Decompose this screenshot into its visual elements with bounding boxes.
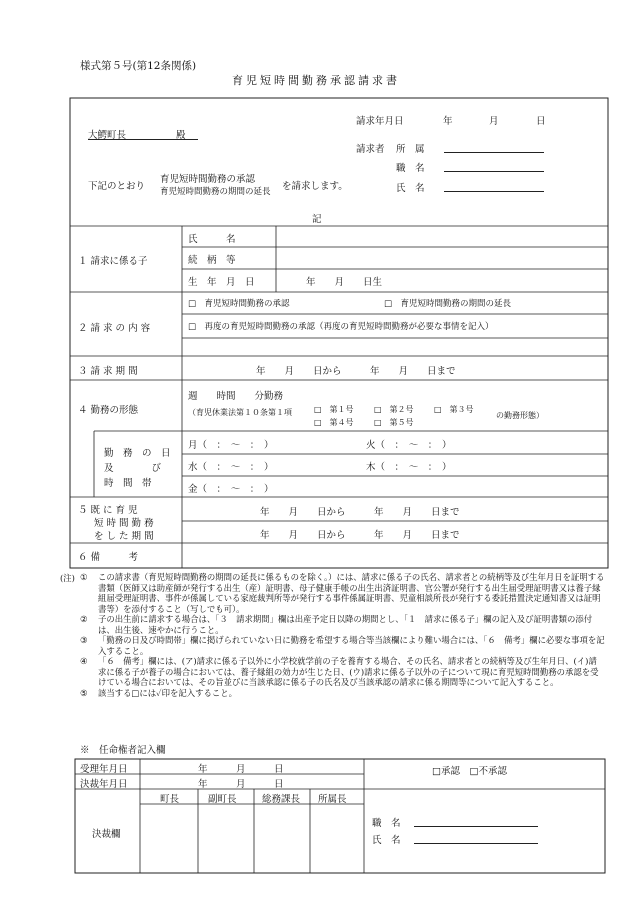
law-option-1[interactable]: □ 第１号 bbox=[314, 405, 354, 414]
note-5 bbox=[80, 688, 605, 699]
decision-date-label: 決裁年月日 bbox=[80, 779, 128, 790]
request-date-year: 年 bbox=[443, 116, 453, 127]
days-label-2: 及 び bbox=[104, 463, 162, 474]
notes-prefix: (注) bbox=[60, 573, 75, 583]
col-mayor: 町長 bbox=[160, 794, 180, 805]
law-option-4[interactable]: □ 第４号 bbox=[314, 418, 354, 427]
sec5-period-2: 年 月 日から 年 月 日まで bbox=[260, 530, 460, 541]
child-birth-value: 年 月 日生 bbox=[306, 277, 383, 288]
thursday-hours: 木（ ： ～ ： ） bbox=[366, 462, 452, 473]
admin-name-label: 氏 名 bbox=[372, 835, 401, 846]
note-2-text: 子の出生前に請求する場合は、「３ 請求期間」欄は出産予定日以降の期間とし、「１ 請求に係る子」欄の記入及び証明書類の添付は、出生後、速やかに行うこと。 bbox=[98, 614, 593, 635]
child-birth-label: 生 年 月 日 bbox=[188, 277, 255, 288]
received-date-value: 年 月 日 bbox=[198, 764, 284, 775]
option-approval: 育児短時間勤務の承認 bbox=[160, 174, 256, 185]
law-option-2[interactable]: □ 第２号 bbox=[374, 405, 414, 414]
intro-prefix: 下記のとおり bbox=[88, 181, 146, 192]
note-2-number: ② bbox=[80, 614, 88, 624]
sec4-label: ４ 勤務の形態 bbox=[78, 405, 139, 416]
note-5-text: 該当する□には✓印を記入すること。 bbox=[98, 687, 237, 698]
sec5-label-3: を し た 期 間 bbox=[94, 531, 154, 542]
admin-position-label: 職 名 bbox=[372, 818, 401, 829]
law-option-3[interactable]: □ 第３号 bbox=[434, 405, 474, 414]
note-2 bbox=[80, 614, 605, 635]
law-prefix: （育児休業法第１０条第１項 bbox=[188, 408, 292, 417]
request-date-month: 月 bbox=[489, 116, 499, 127]
sec6-label: ６ 備 考 bbox=[78, 552, 139, 563]
approval-options[interactable]: □承認 □不承認 bbox=[432, 766, 507, 777]
note-4-text: 「６ 備考」欄には、(ア)請求に係る子以外に小学校就学前の子を養育する場合、その氏名、請求者との続柄等及び生年月日、(イ)請求に係る子が養子の場合においては、養子縁組の効力が生じた日、(ウ)請求に係る子以外の子について現に育児短時間勤務の承認を受けている場合においては、その旨並びに当該承認に係る子の氏名及び当該承認の請求に係る期間等について記入すること。 bbox=[98, 656, 599, 687]
admin-name-field[interactable] bbox=[414, 843, 538, 844]
note-4 bbox=[80, 656, 605, 688]
dept-field[interactable] bbox=[444, 152, 544, 153]
form-title: 育児短時間勤務承認請求書 bbox=[232, 74, 400, 87]
name-field[interactable] bbox=[444, 191, 544, 192]
wednesday-hours: 水（ ： ～ ： ） bbox=[188, 462, 274, 473]
addressee: 大鰐町長 bbox=[88, 130, 127, 141]
sec2-option-reapproval[interactable]: □ 再度の育児短時間勤務の承認（再度の育児短時間勤務が必要な事情を記入） bbox=[188, 322, 494, 332]
note-3 bbox=[80, 635, 605, 656]
days-label-3: 時 間 帯 bbox=[104, 478, 152, 489]
col-deputy-mayor: 副町長 bbox=[208, 794, 237, 805]
sec3-value: 年 月 日から 年 月 日まで bbox=[256, 366, 456, 377]
friday-hours: 金（ ： ～ ： ） bbox=[188, 484, 274, 495]
law-option-5[interactable]: □ 第５号 bbox=[374, 418, 414, 427]
col-department-head: 所属長 bbox=[318, 794, 347, 805]
position-label: 職 名 bbox=[396, 163, 425, 174]
honorific: 殿 bbox=[176, 130, 186, 141]
position-field[interactable] bbox=[444, 171, 544, 172]
name-label: 氏 名 bbox=[396, 183, 425, 194]
sec3-label: ３ 請 求 期 間 bbox=[78, 366, 138, 377]
request-date-label: 請求年月日 bbox=[356, 116, 404, 127]
notes-block bbox=[80, 572, 605, 698]
monday-hours: 月（ ： ～ ： ） bbox=[188, 440, 274, 451]
note-5-number: ⑤ bbox=[80, 687, 88, 698]
note-3-number: ③ bbox=[80, 635, 88, 645]
weekly-hours: 週 時間 分勤務 bbox=[188, 391, 284, 402]
sec2-label: ２ 請 求 の 内 容 bbox=[78, 323, 151, 334]
note-1-text: この請求書（育児短時間勤務の期間の延長に係るものを除く。）には、請求に係る子の氏名、請求者との続柄等及び生年月日を証明する書類（医師又は助産師が発行する出生（産）証明書、母子健康手帳の出生出済証明書、官公署が発行する出生届受理証明書又は養子縁組届受理証明書、事件が係属している家庭裁判所等が発行する事件係属証明書、児童相談所長が発行する委託措置決定通知書又は証明書等）を添付すること（写しでも可）。 bbox=[98, 572, 605, 614]
col-general-affairs: 総務課長 bbox=[262, 794, 301, 805]
admin-title: ※ 任命権者記入欄 bbox=[80, 745, 166, 756]
requester-label: 請求者 bbox=[356, 144, 385, 155]
decision-label: 決裁欄 bbox=[92, 829, 121, 840]
received-date-label: 受理年月日 bbox=[80, 764, 128, 775]
request-date-day: 日 bbox=[536, 116, 546, 127]
days-label-1: 勤 務 の 日 bbox=[104, 448, 171, 459]
child-relation-label: 続 柄 等 bbox=[188, 255, 236, 266]
law-suffix: の勤務形態） bbox=[496, 411, 544, 420]
ki-mark: 記 bbox=[312, 214, 322, 225]
sec1-label: １ 請求に係る子 bbox=[78, 256, 148, 267]
form-number: 様式第５号(第12条関係) bbox=[80, 60, 197, 72]
sec5-period-1: 年 月 日から 年 月 日まで bbox=[260, 507, 460, 518]
note-1 bbox=[80, 572, 605, 614]
note-1-number: ① bbox=[80, 572, 88, 582]
option-extension: 育児短時間勤務の期間の延長 bbox=[160, 187, 271, 197]
note-3-text: 「勤務の日及び時間帯」欄に掲げられていない日に勤務を希望する場合等当該欄により難い場合には、「６ 備考」欄に必要な事項を記入すること。 bbox=[98, 635, 605, 656]
sec5-label-2: 短 時 間 勤 務 bbox=[94, 518, 154, 529]
note-4-number: ④ bbox=[80, 656, 88, 666]
dept-label: 所 属 bbox=[396, 144, 425, 155]
decision-date-value: 年 月 日 bbox=[198, 779, 284, 790]
admin-position-field[interactable] bbox=[414, 826, 538, 827]
sec5-label-1: ５ 既 に 育 児 bbox=[78, 505, 138, 516]
tuesday-hours: 火（ ： ～ ： ） bbox=[366, 440, 452, 451]
sec2-option-approval[interactable]: □ 育児短時間勤務の承認 bbox=[188, 299, 290, 309]
intro-suffix: を請求します。 bbox=[282, 181, 348, 192]
sec2-option-extension[interactable]: □ 育児短時間勤務の期間の延長 bbox=[384, 299, 512, 309]
child-name-label: 氏 名 bbox=[188, 234, 236, 245]
addressee-line bbox=[88, 127, 198, 140]
